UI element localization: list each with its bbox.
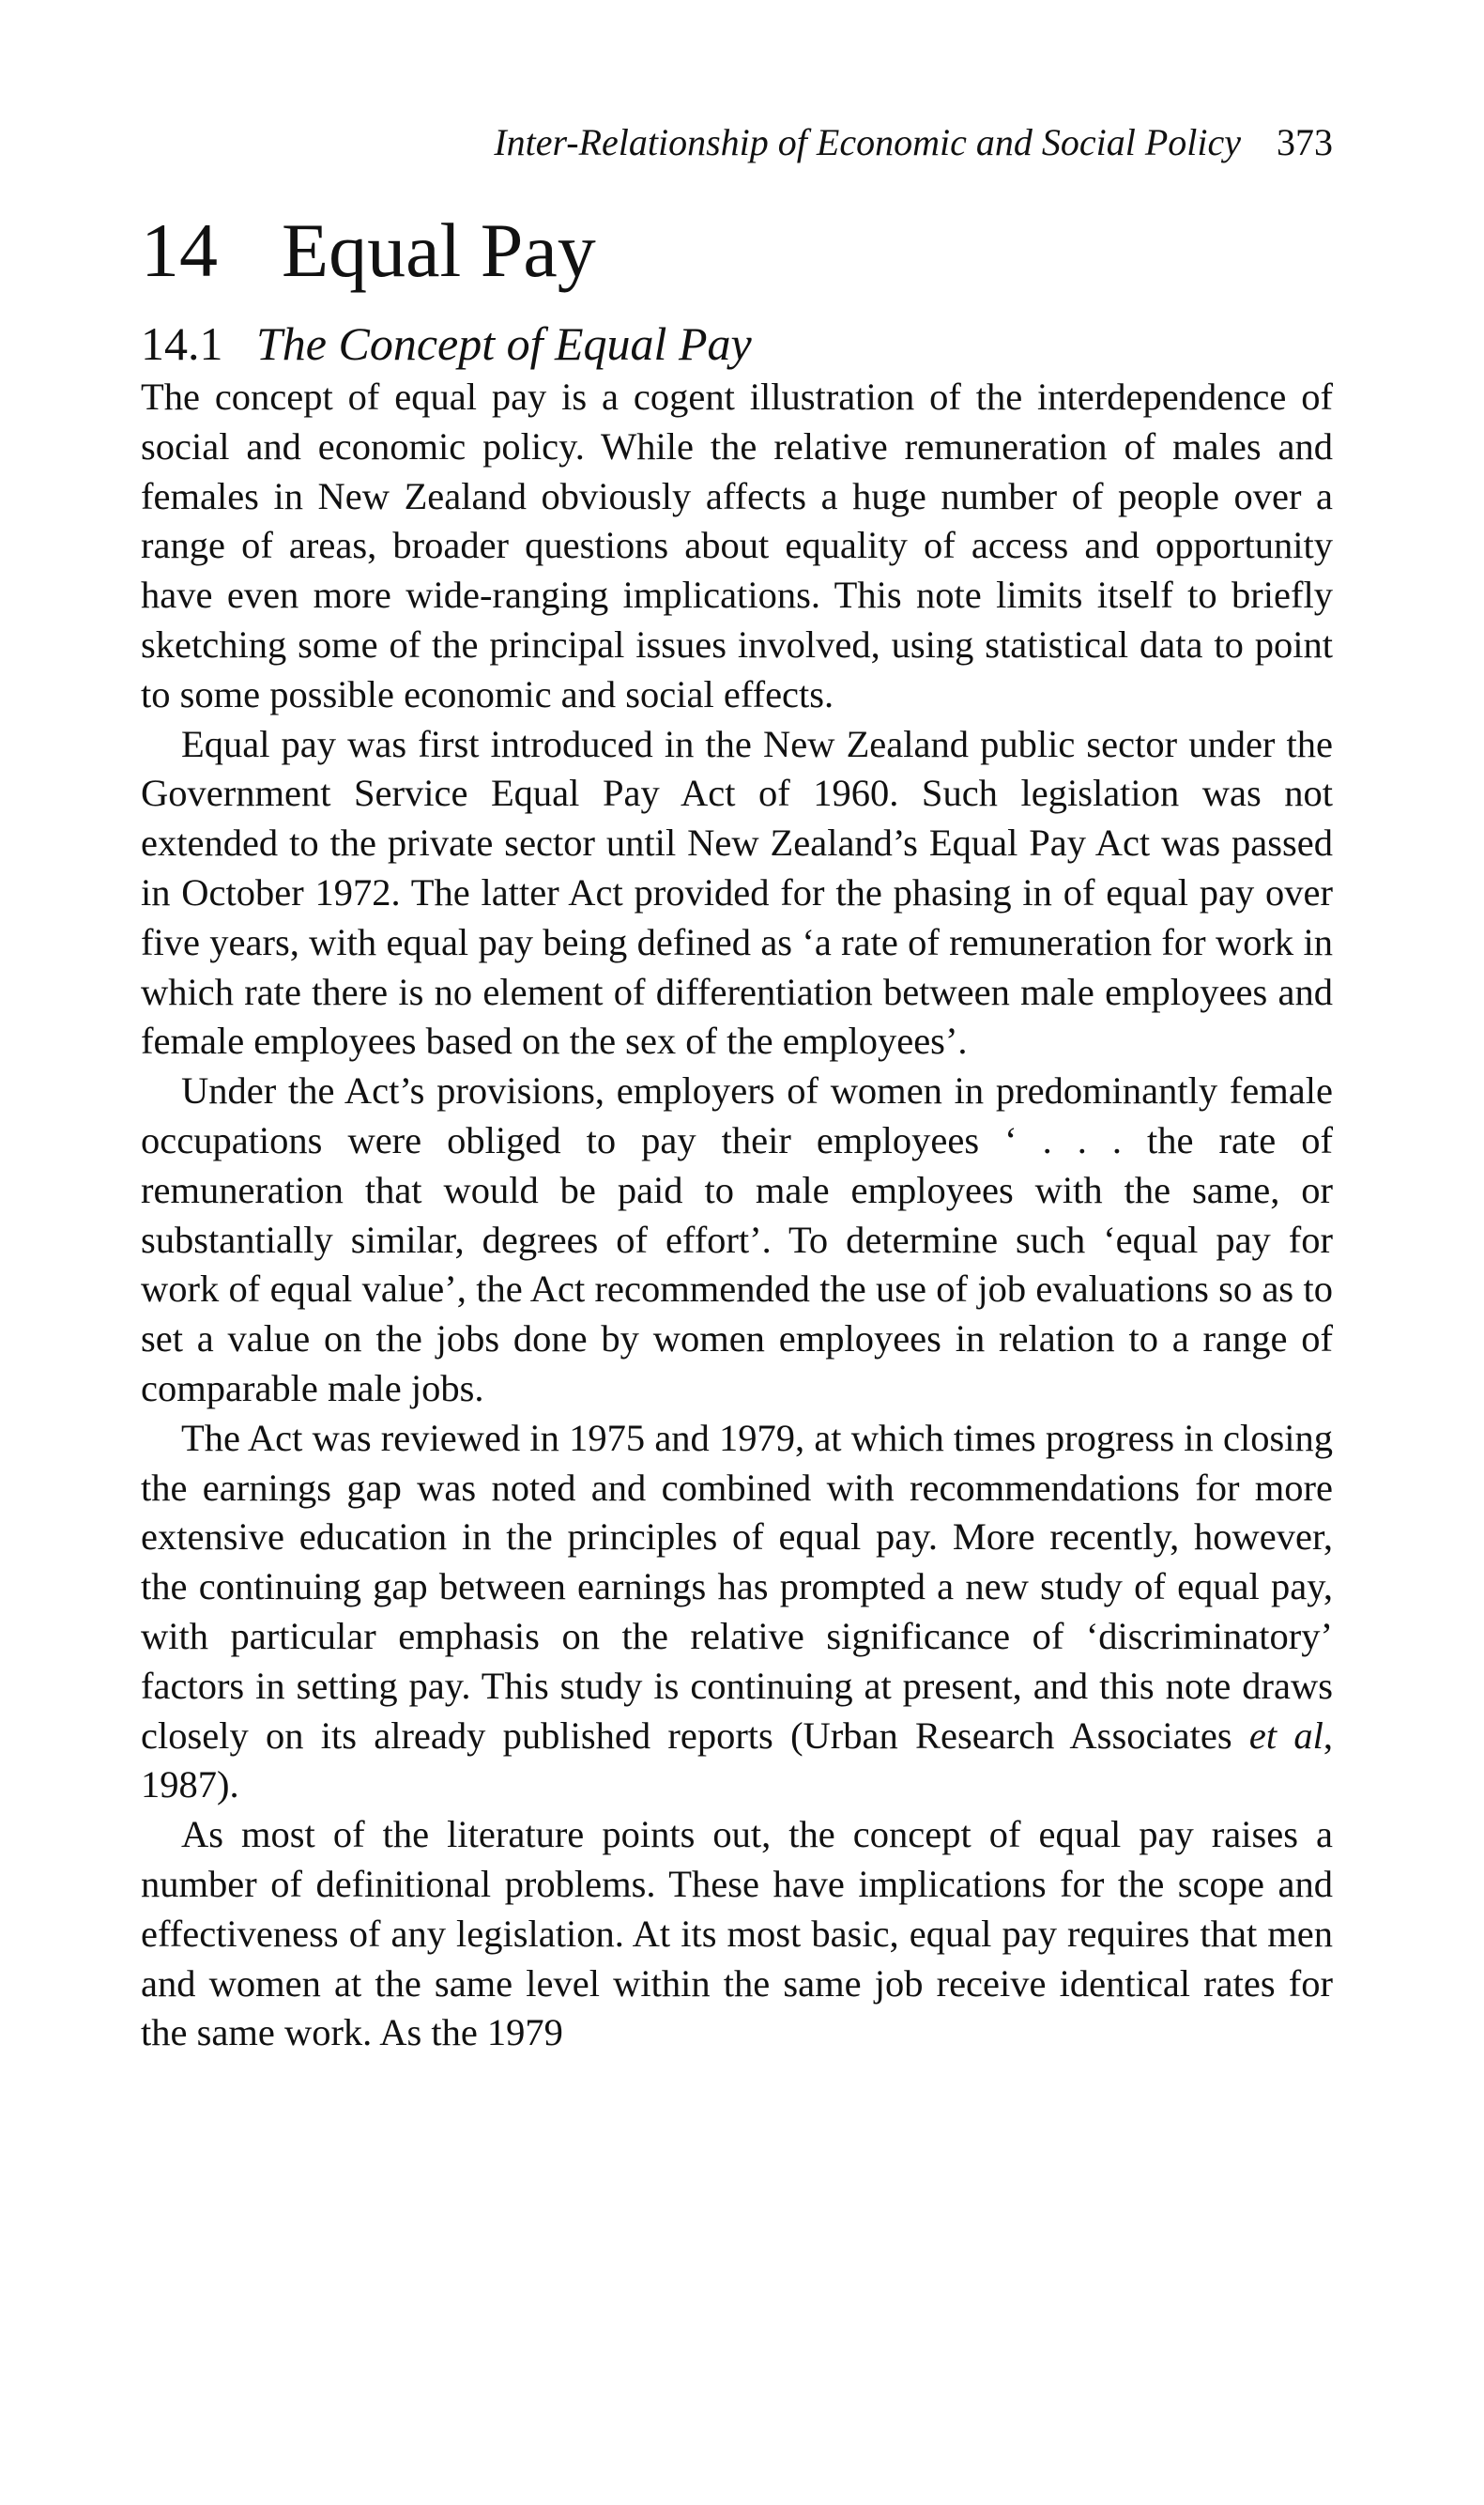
paragraph-2: Equal pay was first introduced in the New Zealand public sector under the Government Service Equal Pay Act of 1960. Such legislation was not extended to the private sector until New Zealand’s Equal Pay Act was passed in October 1972. The latter Act provided for the phasing in of equal pay over five years, with equal pay being defined as ‘a rate of remuneration for work in which rate there is no element of differentiation between male employees and female employees based on the sex of the employees’.: [141, 722, 1333, 1063]
paragraph-4-text-end: , 1987).: [141, 1714, 1333, 1806]
chapter-heading: [141, 208, 596, 293]
section-number: 14.1: [141, 317, 223, 370]
running-head: [494, 120, 1333, 164]
running-head-title: Inter-Relationship of Economic and Social Policy: [494, 121, 1241, 163]
paragraph-4: [141, 1414, 1333, 1810]
paragraph-3: Under the Act’s provisions, employers of women in predominantly female occupations were obliged to pay their employees ‘ . . . the rate of remuneration that would be paid to male employees with the same, or substantially similar, degrees of effort’. To determine such ‘equal pay for work of equal value’, the Act recommended the use of job evaluations so as to set a value on the jobs done by women employees in relation to a range of comparable male jobs.: [141, 1069, 1333, 1409]
section-title: The Concept of Equal Pay: [256, 317, 752, 370]
paragraph-4-italic: et al: [1248, 1714, 1323, 1757]
body-text: [141, 373, 1333, 2058]
paragraph-1: The concept of equal pay is a cogent illustration of the interdependence of social and economic policy. While the relative remuneration of males and females in New Zealand obviously affects a huge number of people over a range of areas, broader questions about equality of access and opportunity have even more wide-ranging implications. This note limits itself to briefly sketching some of the principal issues involved, using statistical data to point to some possible economic and social effects.: [141, 376, 1333, 715]
paragraph-4-text: The Act was reviewed in 1975 and 1979, at which times progress in closing the earnings gap was noted and combined with recommendations for more extensive education in the principles of equal pay. More recently, however, the continuing gap between earnings has prompted a new study of equal pay, with particular emphasis on the relative significance of ‘discriminatory’ factors in setting pay. This study is continuing at present, and this note draws closely on its already published reports (Urban Research Associates: [141, 1416, 1333, 1757]
chapter-number: 14: [141, 207, 218, 293]
page-number: 373: [1277, 121, 1333, 163]
chapter-title: Equal Pay: [282, 207, 596, 293]
paragraph-5: As most of the literature points out, the concept of equal pay raises a number of definitional problems. These have implications for the scope and effectiveness of any legislation. At its most basic, equal pay requires that men and women at the same level within the same job receive identical rates for the same work. As the 1979: [141, 1813, 1333, 2054]
section-heading: [141, 315, 752, 372]
